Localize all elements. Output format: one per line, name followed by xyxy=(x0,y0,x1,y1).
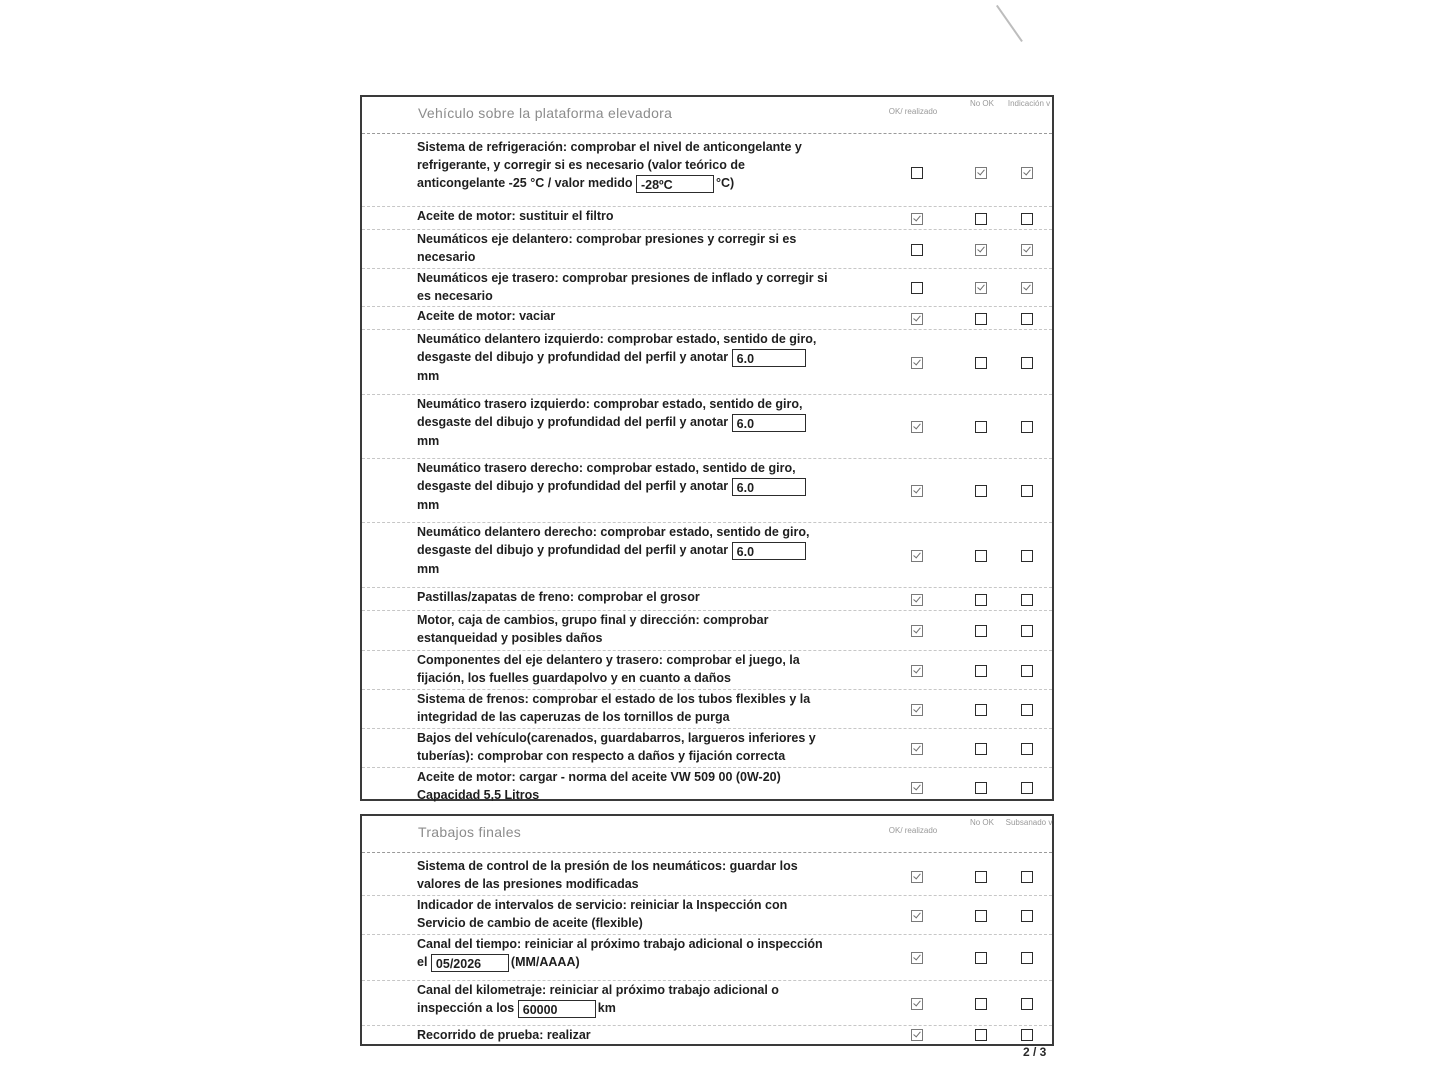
row-label-text: desgaste del dibujo y profundidad del perfil y anotar xyxy=(417,415,729,429)
row-label xyxy=(417,896,872,932)
row-label-line xyxy=(417,588,872,606)
checklist-row xyxy=(362,395,1052,459)
row-label xyxy=(417,230,872,266)
checkbox-not-ok[interactable] xyxy=(975,594,987,606)
checkbox-indication[interactable] xyxy=(1021,782,1033,794)
row-label-text: Neumático delantero derecho: comprobar estado, sentido de giro, xyxy=(417,525,810,539)
row-label-text: Sistema de frenos: comprobar el estado de los tubos flexibles y la xyxy=(417,692,811,706)
row-label xyxy=(417,138,872,193)
row-label-text: mm xyxy=(417,433,440,448)
row-label-text: inspección a los xyxy=(417,1001,515,1015)
checkbox-not-ok[interactable] xyxy=(975,313,987,325)
checkbox-indication[interactable] xyxy=(1021,594,1033,606)
column-header-indication: Indicación v xyxy=(1007,99,1051,108)
row-label-line xyxy=(417,395,872,413)
measured-value-field[interactable]: 6.0 xyxy=(732,414,806,432)
checklist-row xyxy=(362,330,1052,395)
checkbox-not-ok[interactable] xyxy=(975,665,987,677)
row-label-text: es necesario xyxy=(417,289,493,303)
row-label-line xyxy=(417,747,872,765)
row-label-line xyxy=(417,629,872,647)
checklist-row xyxy=(362,230,1052,269)
checklist-row xyxy=(362,269,1052,307)
row-label-line xyxy=(417,669,872,687)
checkbox-ok[interactable] xyxy=(911,167,923,179)
row-label xyxy=(417,690,872,726)
row-label-line xyxy=(417,248,872,266)
row-label-line xyxy=(417,174,872,193)
column-header-not-ok: No OK xyxy=(969,818,994,827)
row-label-text: Neumático delantero izquierdo: comprobar estado, sentido de giro, xyxy=(417,332,817,346)
checkbox-not-ok[interactable] xyxy=(975,282,987,294)
row-label-line xyxy=(417,896,872,914)
measured-value-field[interactable]: 60000 xyxy=(518,1000,596,1018)
row-label-line xyxy=(417,651,872,669)
checklist-row xyxy=(362,857,1052,896)
row-label-line xyxy=(417,138,872,156)
checkbox-not-ok[interactable] xyxy=(975,910,987,922)
checkbox-not-ok[interactable] xyxy=(975,782,987,794)
checklist-row xyxy=(362,207,1052,230)
measured-value-field[interactable]: 6.0 xyxy=(732,349,806,367)
row-label xyxy=(417,459,872,514)
checkbox-not-ok[interactable] xyxy=(975,952,987,964)
checkbox-indication[interactable] xyxy=(1021,485,1033,497)
field-unit: °C) xyxy=(715,176,735,190)
row-label-line xyxy=(417,786,872,804)
row-label-line xyxy=(417,857,872,875)
checkbox-not-ok[interactable] xyxy=(975,550,987,562)
checkbox-ok[interactable] xyxy=(911,244,923,256)
checkbox-not-ok[interactable] xyxy=(975,213,987,225)
row-label-line xyxy=(417,560,872,578)
checkbox-ok[interactable] xyxy=(911,357,923,369)
row-label xyxy=(417,1026,872,1044)
row-label-line xyxy=(417,875,872,893)
column-header-ok: OK/ realizado xyxy=(888,826,938,835)
checkbox-ok[interactable] xyxy=(911,594,923,606)
checkbox-not-ok[interactable] xyxy=(975,704,987,716)
row-label-text: refrigerante, y corregir si es necesario (valor teórico de xyxy=(417,158,745,172)
row-label-text: Canal del tiempo: reiniciar al próximo trabajo adicional o inspección xyxy=(417,937,823,951)
row-label-line xyxy=(417,230,872,248)
row-label-line xyxy=(417,496,872,514)
row-label-text: mm xyxy=(417,368,440,383)
section-title: Vehículo sobre la plataforma elevadora xyxy=(418,105,673,121)
section-title: Trabajos finales xyxy=(418,824,522,840)
checkbox-not-ok[interactable] xyxy=(975,625,987,637)
field-unit: (MM/AAAA) xyxy=(510,955,580,969)
row-label xyxy=(417,588,872,606)
field-unit: km xyxy=(597,1001,616,1015)
checkbox-ok[interactable] xyxy=(911,282,923,294)
row-label xyxy=(417,395,872,450)
checkbox-not-ok[interactable] xyxy=(975,871,987,883)
row-label-line xyxy=(417,156,872,174)
checkbox-not-ok[interactable] xyxy=(975,1029,987,1041)
checklist-row xyxy=(362,611,1052,651)
row-label-line xyxy=(417,729,872,747)
checkbox-not-ok[interactable] xyxy=(975,244,987,256)
row-label-text: Servicio de cambio de aceite (flexible) xyxy=(417,916,643,930)
row-label-text: Indicador de intervalos de servicio: reiniciar la Inspección con xyxy=(417,898,788,912)
checkbox-ok[interactable] xyxy=(911,910,923,922)
checkbox-indication[interactable] xyxy=(1021,550,1033,562)
section-header xyxy=(362,97,1052,134)
checkbox-ok[interactable] xyxy=(911,952,923,964)
checkbox-indication[interactable] xyxy=(1021,871,1033,883)
row-label-text: integridad de las caperuzas de los tornillos de purga xyxy=(417,710,730,724)
column-header-ok: OK/ realizado xyxy=(888,107,938,116)
row-label-text: fijación, los fuelles guardapolvo y en cuanto a daños xyxy=(417,671,731,685)
checklist-row xyxy=(362,1026,1052,1044)
row-label-text: Bajos del vehículo(carenados, guardabarros, largueros inferiores y xyxy=(417,731,816,745)
row-label-line xyxy=(417,611,872,629)
section-header xyxy=(362,816,1052,853)
row-label-line xyxy=(417,953,872,972)
section-lift-platform xyxy=(360,95,1054,801)
row-label-line xyxy=(417,413,872,432)
checkbox-not-ok[interactable] xyxy=(975,743,987,755)
row-label-line xyxy=(417,690,872,708)
checkbox-ok[interactable] xyxy=(911,313,923,325)
row-label-text: Neumático trasero derecho: comprobar estado, sentido de giro, xyxy=(417,461,796,475)
checkbox-ok[interactable] xyxy=(911,782,923,794)
page-number: 2 / 3 xyxy=(1023,1045,1047,1059)
checkbox-indication[interactable] xyxy=(1021,910,1033,922)
checklist-row xyxy=(362,459,1052,523)
measured-value-field[interactable]: 05/2026 xyxy=(431,954,509,972)
row-label-text: Capacidad 5,5 Litros xyxy=(417,788,540,802)
checklist-row xyxy=(362,935,1052,981)
row-label xyxy=(417,269,872,305)
checkbox-not-ok[interactable] xyxy=(975,421,987,433)
row-label xyxy=(417,207,872,225)
checkbox-indication[interactable] xyxy=(1021,244,1033,256)
checklist-row xyxy=(362,690,1052,729)
checkbox-indication[interactable] xyxy=(1021,625,1033,637)
row-label xyxy=(417,611,872,647)
row-label-text: Neumáticos eje trasero: comprobar presiones de inflado y corregir si xyxy=(417,271,828,285)
row-label xyxy=(417,768,872,804)
row-label-line xyxy=(417,914,872,932)
row-label-line xyxy=(417,1026,872,1044)
row-label-line xyxy=(417,768,872,786)
row-label-text: Sistema de refrigeración: comprobar el nivel de anticongelante y xyxy=(417,140,802,154)
checkbox-ok[interactable] xyxy=(911,625,923,637)
row-label-text: Sistema de control de la presión de los neumáticos: guardar los xyxy=(417,859,798,873)
column-header-corrected: Subsanado v xyxy=(1005,818,1053,827)
checklist-row xyxy=(362,307,1052,330)
row-label-text: desgaste del dibujo y profundidad del perfil y anotar xyxy=(417,479,729,493)
row-label-line xyxy=(417,269,872,287)
row-label-line xyxy=(417,207,872,225)
checkbox-indication[interactable] xyxy=(1021,743,1033,755)
checkbox-indication[interactable] xyxy=(1021,167,1033,179)
checklist-row xyxy=(362,729,1052,768)
row-label-text: Aceite de motor: sustituir el filtro xyxy=(417,209,614,223)
row-label-text: necesario xyxy=(417,250,476,264)
checkbox-ok[interactable] xyxy=(911,871,923,883)
checkbox-ok[interactable] xyxy=(911,550,923,562)
checkbox-not-ok[interactable] xyxy=(975,357,987,369)
checkbox-indication[interactable] xyxy=(1021,213,1033,225)
row-label-line xyxy=(417,348,872,367)
row-label xyxy=(417,330,872,385)
row-label-line xyxy=(417,523,872,541)
row-label-line xyxy=(417,981,872,999)
checkbox-indication[interactable] xyxy=(1021,282,1033,294)
checkbox-indication[interactable] xyxy=(1021,357,1033,369)
row-label-text: tuberías): comprobar con respecto a daños y fijación correcta xyxy=(417,749,786,763)
row-label-text: Aceite de motor: cargar - norma del aceite VW 509 00 (0W-20) xyxy=(417,770,781,784)
scan-artifact-line xyxy=(996,5,1023,42)
row-label-line xyxy=(417,287,872,305)
row-label-text: estanqueidad y posibles daños xyxy=(417,631,603,645)
row-label-text: Componentes del eje delantero y trasero: comprobar el juego, la xyxy=(417,653,800,667)
row-label-line xyxy=(417,307,872,325)
row-label xyxy=(417,729,872,765)
row-label-text: valores de las presiones modificadas xyxy=(417,877,639,891)
checkbox-indication[interactable] xyxy=(1021,998,1033,1010)
checkbox-indication[interactable] xyxy=(1021,421,1033,433)
checklist-row xyxy=(362,523,1052,588)
row-label-text: mm xyxy=(417,497,440,512)
checkbox-indication[interactable] xyxy=(1021,952,1033,964)
row-label-text: Aceite de motor: vaciar xyxy=(417,309,556,323)
row-label-text: el xyxy=(417,955,428,969)
checkbox-not-ok[interactable] xyxy=(975,167,987,179)
checklist-row xyxy=(362,896,1052,935)
row-label xyxy=(417,651,872,687)
checkbox-ok[interactable] xyxy=(911,213,923,225)
row-label xyxy=(417,307,872,325)
checkbox-ok[interactable] xyxy=(911,704,923,716)
row-label-line xyxy=(417,999,872,1018)
checkbox-ok[interactable] xyxy=(911,1029,923,1041)
checklist-row xyxy=(362,588,1052,611)
measured-value-field[interactable]: 6.0 xyxy=(732,542,806,560)
row-label-text: anticongelante -25 °C / valor medido xyxy=(417,176,633,190)
checkbox-ok[interactable] xyxy=(911,998,923,1010)
row-label-line xyxy=(417,708,872,726)
checkbox-ok[interactable] xyxy=(911,485,923,497)
checkbox-indication[interactable] xyxy=(1021,313,1033,325)
checkbox-not-ok[interactable] xyxy=(975,485,987,497)
checkbox-indication[interactable] xyxy=(1021,665,1033,677)
row-label-line xyxy=(417,367,872,385)
row-label-text: desgaste del dibujo y profundidad del perfil y anotar xyxy=(417,543,729,557)
row-label-line xyxy=(417,541,872,560)
checklist-row xyxy=(362,138,1052,207)
row-label-text: desgaste del dibujo y profundidad del perfil y anotar xyxy=(417,350,729,364)
row-label-text: Canal del kilometraje: reiniciar al próximo trabajo adicional o xyxy=(417,983,779,997)
checklist-row xyxy=(362,768,1052,808)
row-label-text: Pastillas/zapatas de freno: comprobar el grosor xyxy=(417,590,700,604)
row-label-line xyxy=(417,432,872,450)
row-label-text: Recorrido de prueba: realizar xyxy=(417,1028,591,1042)
row-label-text: Neumáticos eje delantero: comprobar presiones y corregir si es xyxy=(417,232,797,246)
checkbox-ok[interactable] xyxy=(911,665,923,677)
checklist-row xyxy=(362,651,1052,690)
row-label xyxy=(417,981,872,1018)
row-label-text: mm xyxy=(417,561,440,576)
checkbox-ok[interactable] xyxy=(911,421,923,433)
checkbox-not-ok[interactable] xyxy=(975,998,987,1010)
row-label xyxy=(417,935,872,972)
row-label-line xyxy=(417,477,872,496)
checklist-row xyxy=(362,981,1052,1026)
column-header-not-ok: No OK xyxy=(969,99,994,108)
measured-value-field[interactable]: -28ºC xyxy=(636,175,714,193)
row-label xyxy=(417,523,872,578)
row-label-line xyxy=(417,459,872,477)
row-label-text: Neumático trasero izquierdo: comprobar estado, sentido de giro, xyxy=(417,397,803,411)
row-label-line xyxy=(417,935,872,953)
checkbox-indication[interactable] xyxy=(1021,704,1033,716)
row-label-text: Motor, caja de cambios, grupo final y dirección: comprobar xyxy=(417,613,769,627)
row-label-line xyxy=(417,330,872,348)
section-final-works xyxy=(360,814,1054,1046)
checkbox-ok[interactable] xyxy=(911,743,923,755)
measured-value-field[interactable]: 6.0 xyxy=(732,478,806,496)
row-label xyxy=(417,857,872,893)
checkbox-indication[interactable] xyxy=(1021,1029,1033,1041)
